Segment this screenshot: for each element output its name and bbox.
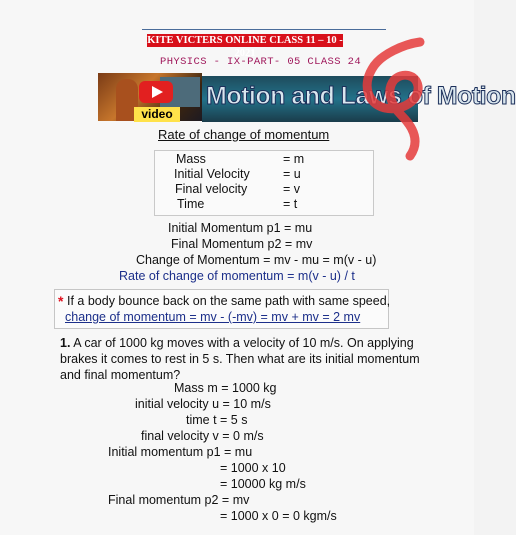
- definition-value-final-velocity: = v: [283, 182, 301, 196]
- solution-line-result: = 10000 kg m/s: [220, 477, 306, 491]
- definition-value-initial-velocity: = u: [283, 167, 301, 181]
- bounce-formula: change of momentum = mv - (-mv) = mv + mv = 2 mv: [65, 310, 361, 324]
- video-label: video: [134, 107, 180, 122]
- section-title: Rate of change of momentum: [158, 127, 330, 142]
- question-number: 1.: [60, 336, 71, 350]
- definition-value-mass: = m: [283, 152, 305, 166]
- video-title: Motion and Laws of Motion: [206, 82, 516, 110]
- question-text: A car of 1000 kg moves with a velocity of 10 m/s. On applying brakes it comes to rest in 5 s. Then what are its initial momentum and final momentum?: [60, 336, 420, 382]
- solution-line-final-momentum: Final momentum p2 = mv: [108, 493, 250, 507]
- solution-line-initial-momentum: Initial momentum p1 = mu: [108, 445, 253, 459]
- solution-line-final-velocity: final velocity v = 0 m/s: [141, 429, 264, 443]
- play-icon[interactable]: [139, 81, 173, 103]
- top-rule: [142, 29, 386, 30]
- bounce-note-box: [54, 289, 389, 329]
- calc-final-momentum: Final Momentum p2 = mv: [171, 237, 313, 251]
- definition-term-final-velocity: Final velocity: [175, 182, 248, 196]
- bullet-marker: *: [58, 293, 64, 309]
- calc-initial-momentum: Initial Momentum p1 = mu: [168, 221, 313, 235]
- class-subtitle: PHYSICS - IX-PART- 05 CLASS 24: [160, 56, 362, 68]
- class-banner: KITE VICTERS ONLINE CLASS 11 – 10 - 2021: [147, 35, 343, 59]
- calc-rate-momentum: Rate of change of momentum = m(v - u) / t: [119, 269, 355, 283]
- solution-line-mass: Mass m = 1000 kg: [174, 381, 277, 395]
- solution-line-final-result: = 1000 x 0 = 0 kgm/s: [220, 509, 337, 523]
- question-block: [60, 335, 420, 383]
- definition-term-mass: Mass: [176, 152, 206, 166]
- bounce-note-text: If a body bounce back on the same path with same speed,: [67, 294, 391, 308]
- calc-change-momentum: Change of Momentum = mv - mu = m(v - u): [136, 253, 377, 267]
- definition-term-time: Time: [177, 197, 205, 211]
- solution-line-multiply: = 1000 x 10: [220, 461, 286, 475]
- red-annotation-scribble: [350, 34, 440, 164]
- definition-value-time: = t: [283, 197, 298, 211]
- definition-term-initial-velocity: Initial Velocity: [174, 167, 250, 181]
- solution-line-time: time t = 5 s: [186, 413, 248, 427]
- solution-line-initial-velocity: initial velocity u = 10 m/s: [135, 397, 271, 411]
